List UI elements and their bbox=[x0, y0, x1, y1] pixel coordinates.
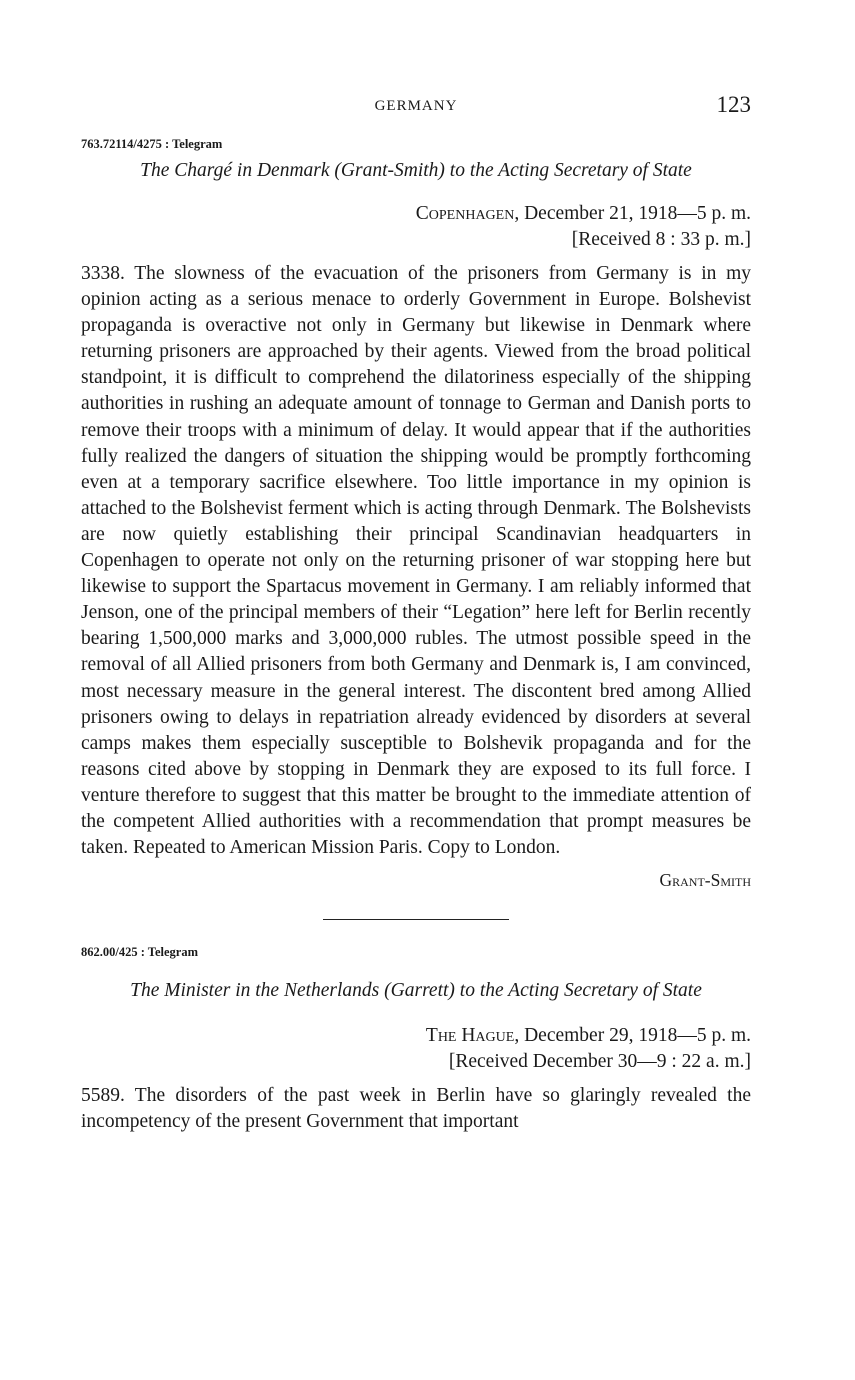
section-divider bbox=[323, 919, 509, 920]
running-head bbox=[81, 92, 751, 124]
received-line-2: [Received December 30—9 : 22 a. m.] bbox=[448, 1051, 751, 1073]
page-number: 123 bbox=[716, 92, 751, 117]
document-heading-2: The Minister in the Netherlands (Garrett) to the Acting Secretary of State bbox=[130, 980, 702, 1002]
dateline-date-1: December 21, 1918—5 p. m. bbox=[519, 203, 751, 224]
dateline-date-2: December 29, 1918—5 p. m. bbox=[519, 1025, 751, 1047]
running-head-title: GERMANY bbox=[374, 98, 458, 114]
received-line-1: [Received 8 : 33 p. m.] bbox=[571, 229, 751, 250]
document-page bbox=[81, 92, 751, 1135]
dateline-place-2: The Hague, bbox=[425, 1025, 520, 1047]
dateline-1 bbox=[81, 201, 751, 227]
file-number-2: 862.00/425 : Telegram bbox=[81, 945, 199, 960]
file-number-1: 763.72114/4275 : Telegram bbox=[81, 137, 223, 151]
signature-1: Grant-Smith bbox=[659, 870, 751, 891]
document-heading-1: The Chargé in Denmark (Grant-Smith) to the Acting Secretary of State bbox=[140, 160, 692, 181]
telegram-body-1: 3338. The slowness of the evacuation of the prisoners from Germany is in my opinion acting as a serious menace to orderly Government in Europe. Bolshevist propaganda is overactive not only in Germany but likewise in Denmark where returning prisoners are approached by their agents. Viewed from the broad political standpoint, it is difficult to comprehend the dilatoriness especially of the shipping authorities in rushing an adequate amount of tonnage to German and Danish ports to remove their troops with a minimum of delay. It would appear that if the authorities fully realized the dangers of situation the shipping would be promptly forthcoming even at a temporary sacrifice elsewhere. Too little importance in my opinion is attached to the Bolshevist ferment which is acting through Denmark. The Bolshevists are now quietly establishing their principal Scandinavian headquarters in Copenhagen to operate not only on the returning prisoner of war stopping here but likewise to support the Spartacus movement in Germany. I am reliably informed that Jenson, one of the principal members of their “Legation” here left for Berlin recently bearing 1,500,000 marks and 3,000,000 rubles. The utmost possible speed in the removal of all Allied prisoners from both Germany and Denmark is, I am convinced, most necessary measure in the general interest. The discontent bred among Allied prisoners owing to delays in repatriation already evidenced by disorders at several camps makes them especially susceptible to Bolshevik propaganda and for the reasons cited above by stopping in Denmark they are exposed to its full force. I venture therefore to suggest that this matter be brought to the immediate attention of the competent Allied authorities with a recommendation that prompt measures be taken. Repeated to American Mission Paris. Copy to London. bbox=[81, 263, 751, 859]
dateline-place-1: Copenhagen, bbox=[415, 203, 520, 224]
telegram-body-2: 5589. The disorders of the past week in Berlin have so glaringly revealed the incompetency of the present Government that important bbox=[81, 1085, 751, 1133]
dateline-2 bbox=[81, 1023, 751, 1049]
